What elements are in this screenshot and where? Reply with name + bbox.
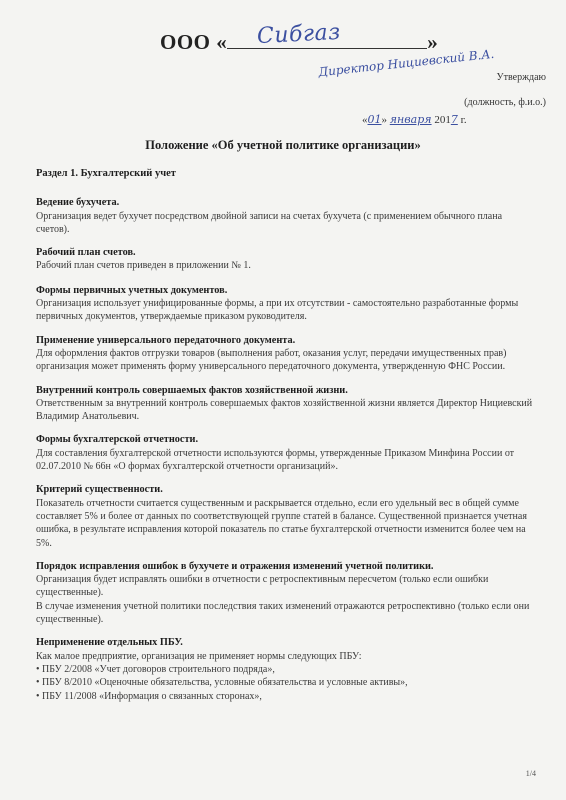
date-year-prefix: 201 — [434, 114, 451, 126]
position-note: (должность, ф.и.о.) — [464, 97, 546, 108]
block-text: Организация будет исправлять ошибки в отчетности с ретроспективным пересчетом (только если ошибки существенные). — [36, 574, 489, 599]
block-heading: Критерий существенности. — [36, 484, 163, 496]
block-text: Организация ведет бухучет посредством двойной записи на счетах бухучета (с применением обычного плана счетов). — [36, 210, 503, 235]
approve-label: Утверждаю — [496, 72, 546, 83]
org-name-underline — [227, 19, 427, 50]
policy-block — [36, 560, 536, 626]
list-item: • ПБУ 2/2008 «Учет договоров строительного подряда», — [36, 663, 536, 676]
block-heading: Применение универсального передаточного документа. — [36, 334, 296, 346]
block-text: Как малое предприятие, организация не применяет нормы следующих ПБУ: — [36, 650, 362, 662]
page-number: 1/4 — [525, 769, 536, 778]
policy-block — [36, 433, 536, 473]
director-signature: Директор Нициевский В.А. — [317, 46, 495, 80]
block-heading: Неприменение отдельных ПБУ. — [36, 637, 183, 649]
policy-block — [36, 636, 536, 702]
org-suffix: » — [427, 30, 439, 54]
block-text: Показатель отчетности считается существенным и раскрывается отдельно, если его удельный вес в общей сумме составляет 5% и более от данных по соответствующей группе статей в балансе. Существенной признается учетная ошибка, в результате исправления которой показатель по статье бухгалтерской отчетности изменится более чем на 5%. — [36, 497, 527, 549]
block-text: Для составления бухгалтерской отчетности используются формы, утвержденные Приказом Минфина России от 02.07.2010 № 66н «О формах бухгалтерской отчетности организаций». — [36, 447, 515, 473]
block-text: Ответственным за внутренний контроль совершаемых фактов хозяйственной жизни является Директор Нициевский Владимир Анатольевич. — [36, 397, 533, 423]
policy-block — [36, 284, 536, 324]
date-year-digit: 7 — [450, 113, 458, 126]
policy-block — [36, 334, 536, 374]
org-prefix: ООО « — [160, 30, 228, 54]
block-heading: Порядок исправления ошибок в бухучете и отражения изменений учетной политики. — [36, 560, 434, 572]
document-body — [36, 167, 536, 712]
document-title: Положение «Об учетной политике организации» — [145, 138, 421, 152]
block-text: Рабочий план счетов приведен в приложении № 1. — [36, 260, 251, 272]
org-name-handwritten: Сибгаз — [256, 19, 342, 50]
block-heading: Внутренний контроль совершаемых фактов хозяйственной жизни. — [36, 384, 348, 396]
policy-block — [36, 196, 536, 236]
date-month: января — [389, 113, 432, 126]
approval-date: «01» января 2017 г. — [362, 113, 467, 126]
block-heading: Ведение бухучета. — [36, 197, 120, 209]
block-heading: Формы бухгалтерской отчетности. — [36, 434, 199, 446]
block-text: Организация использует унифицированные формы, а при их отсутствии - самостоятельно разработанные формы первичных документов, утверждаемые приказом руководителя. — [36, 298, 519, 323]
list-item: • ПБУ 11/2008 «Информация о связанных сторонах», — [36, 690, 536, 703]
block-heading: Формы первичных учетных документов. — [36, 284, 228, 296]
organization-name-line — [160, 19, 439, 55]
pbu-list — [36, 663, 536, 703]
policy-block — [36, 483, 536, 549]
section-heading: Раздел 1. Бухгалтерский учет — [36, 168, 176, 179]
list-item: • ПБУ 8/2010 «Оценочные обязательства, условные обязательства и условные активы», — [36, 676, 536, 689]
policy-block — [36, 384, 536, 424]
date-day: 01 — [367, 113, 382, 126]
block-text: Для оформления фактов отгрузки товаров (выполнения работ, оказания услуг, передачи имущественных прав) организация может применять форму универсального передаточного документа, утвержденную ФНС России. — [36, 347, 507, 373]
block-heading: Рабочий план счетов. — [36, 247, 136, 259]
policy-block — [36, 246, 536, 273]
date-suffix: г. — [460, 114, 467, 126]
block-text: В случае изменения учетной политики последствия таких изменений отражаются ретроспективно (только если они существенные). — [36, 600, 530, 626]
